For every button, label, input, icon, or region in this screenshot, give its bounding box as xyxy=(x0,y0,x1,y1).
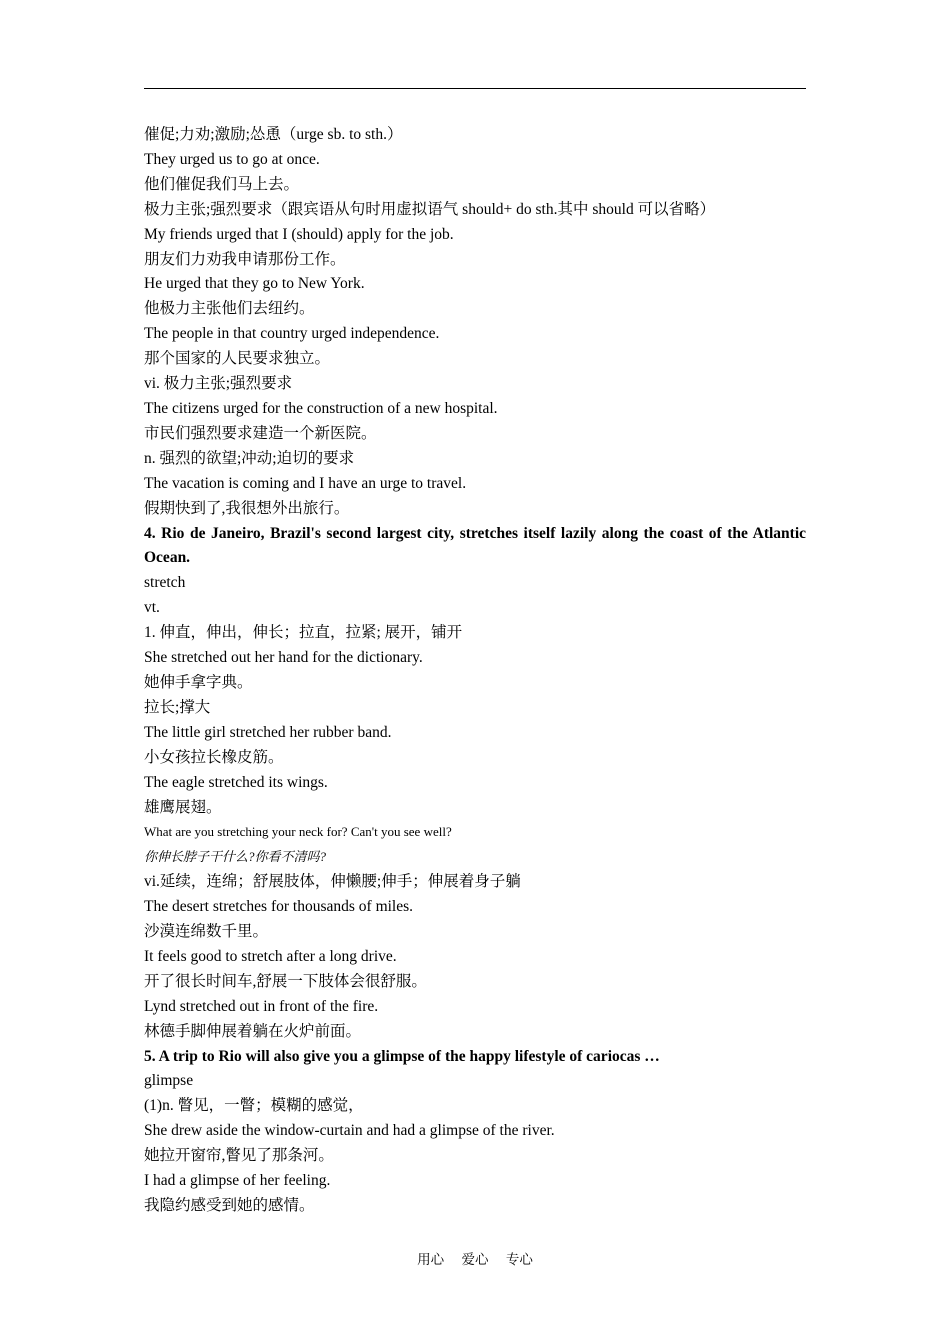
text-line: 林德手脚伸展着躺在火炉前面。 xyxy=(144,1022,362,1040)
text-line: 他们催促我们马上去。 xyxy=(144,175,300,193)
text-line: 我隐约感受到她的感情。 xyxy=(144,1197,315,1215)
text-line: My friends urged that I (should) apply for the job. xyxy=(144,225,454,243)
text-line: vi.延续，连绵；舒展肢体，伸懒腰;伸手；伸展着身子躺 xyxy=(144,873,521,891)
text-line: vt. xyxy=(144,599,160,617)
text-line: 朋友们力劝我申请那份工作。 xyxy=(144,250,346,268)
text-line: The vacation is coming and I have an urge to travel. xyxy=(144,474,467,492)
text-line: She stretched out her hand for the dictionary. xyxy=(144,649,423,667)
text-line: They urged us to go at once. xyxy=(144,150,320,168)
page-footer xyxy=(0,1250,950,1270)
section-heading: 5. A trip to Rio will also give you a glimpse of the happy lifestyle of cariocas … xyxy=(144,1047,660,1065)
footer-word: 用心 xyxy=(417,1252,445,1267)
footer-word: 爱心 xyxy=(461,1252,489,1267)
text-line: 市民们强烈要求建造一个新医院。 xyxy=(144,424,377,442)
text-line: She drew aside the window-curtain and had a glimpse of the river. xyxy=(144,1122,555,1140)
text-line: 她伸手拿字典。 xyxy=(144,673,253,691)
text-line: 催促;力劝;激励;怂恿（urge sb. to sth.） xyxy=(144,126,403,143)
text-line: 他极力主张他们去纽约。 xyxy=(144,300,315,318)
document-body xyxy=(144,123,806,1219)
text-line: 1. 伸直，伸出，伸长；拉直，拉紧; 展开，铺开 xyxy=(144,624,463,642)
text-line: The citizens urged for the construction of a new hospital. xyxy=(144,399,498,417)
text-line: 极力主张;强烈要求（跟宾语从句时用虚拟语气 should+ do sth.其中 should 可以省略） xyxy=(144,200,716,218)
text-line: He urged that they go to New York. xyxy=(144,275,365,293)
text-line: The people in that country urged independence. xyxy=(144,325,440,343)
section-heading: 4. Rio de Janeiro, Brazil's second largest city, stretches itself lazily along the coast of the Atlantic Ocean. xyxy=(144,524,806,567)
header-rule xyxy=(144,88,806,89)
text-line: 开了很长时间车,舒展一下肢体会很舒服。 xyxy=(144,972,427,990)
text-line: glimpse xyxy=(144,1072,194,1090)
text-line: n. 强烈的欲望;冲动;迫切的要求 xyxy=(144,449,355,467)
text-line: 假期快到了,我很想外出旅行。 xyxy=(144,499,350,517)
text-line: vi. 极力主张;强烈要求 xyxy=(144,375,293,393)
text-line: stretch xyxy=(144,574,186,592)
text-line: 你伸长脖子干什么?你看不清吗? xyxy=(144,849,327,865)
text-line: (1)n. 瞥见，一瞥；模糊的感觉， xyxy=(144,1097,364,1115)
text-line: The eagle stretched its wings. xyxy=(144,773,328,791)
text-line: 拉长;撑大 xyxy=(144,698,211,716)
text-line: 小女孩拉长橡皮筋。 xyxy=(144,748,284,766)
text-line: The desert stretches for thousands of miles. xyxy=(144,898,414,916)
text-line: 她拉开窗帘,瞥见了那条河。 xyxy=(144,1147,334,1165)
footer-word: 专心 xyxy=(505,1252,533,1267)
text-line: 那个国家的人民要求独立。 xyxy=(144,350,331,368)
text-line: The little girl stretched her rubber band. xyxy=(144,723,392,741)
text-line: What are you stretching your neck for? Can't you see well? xyxy=(144,824,452,840)
text-line: Lynd stretched out in front of the fire. xyxy=(144,997,379,1015)
text-line: It feels good to stretch after a long drive. xyxy=(144,947,397,965)
text-line: 雄鹰展翅。 xyxy=(144,798,222,816)
text-line: I had a glimpse of her feeling. xyxy=(144,1172,331,1190)
text-line: 沙漠连绵数千里。 xyxy=(144,923,269,941)
